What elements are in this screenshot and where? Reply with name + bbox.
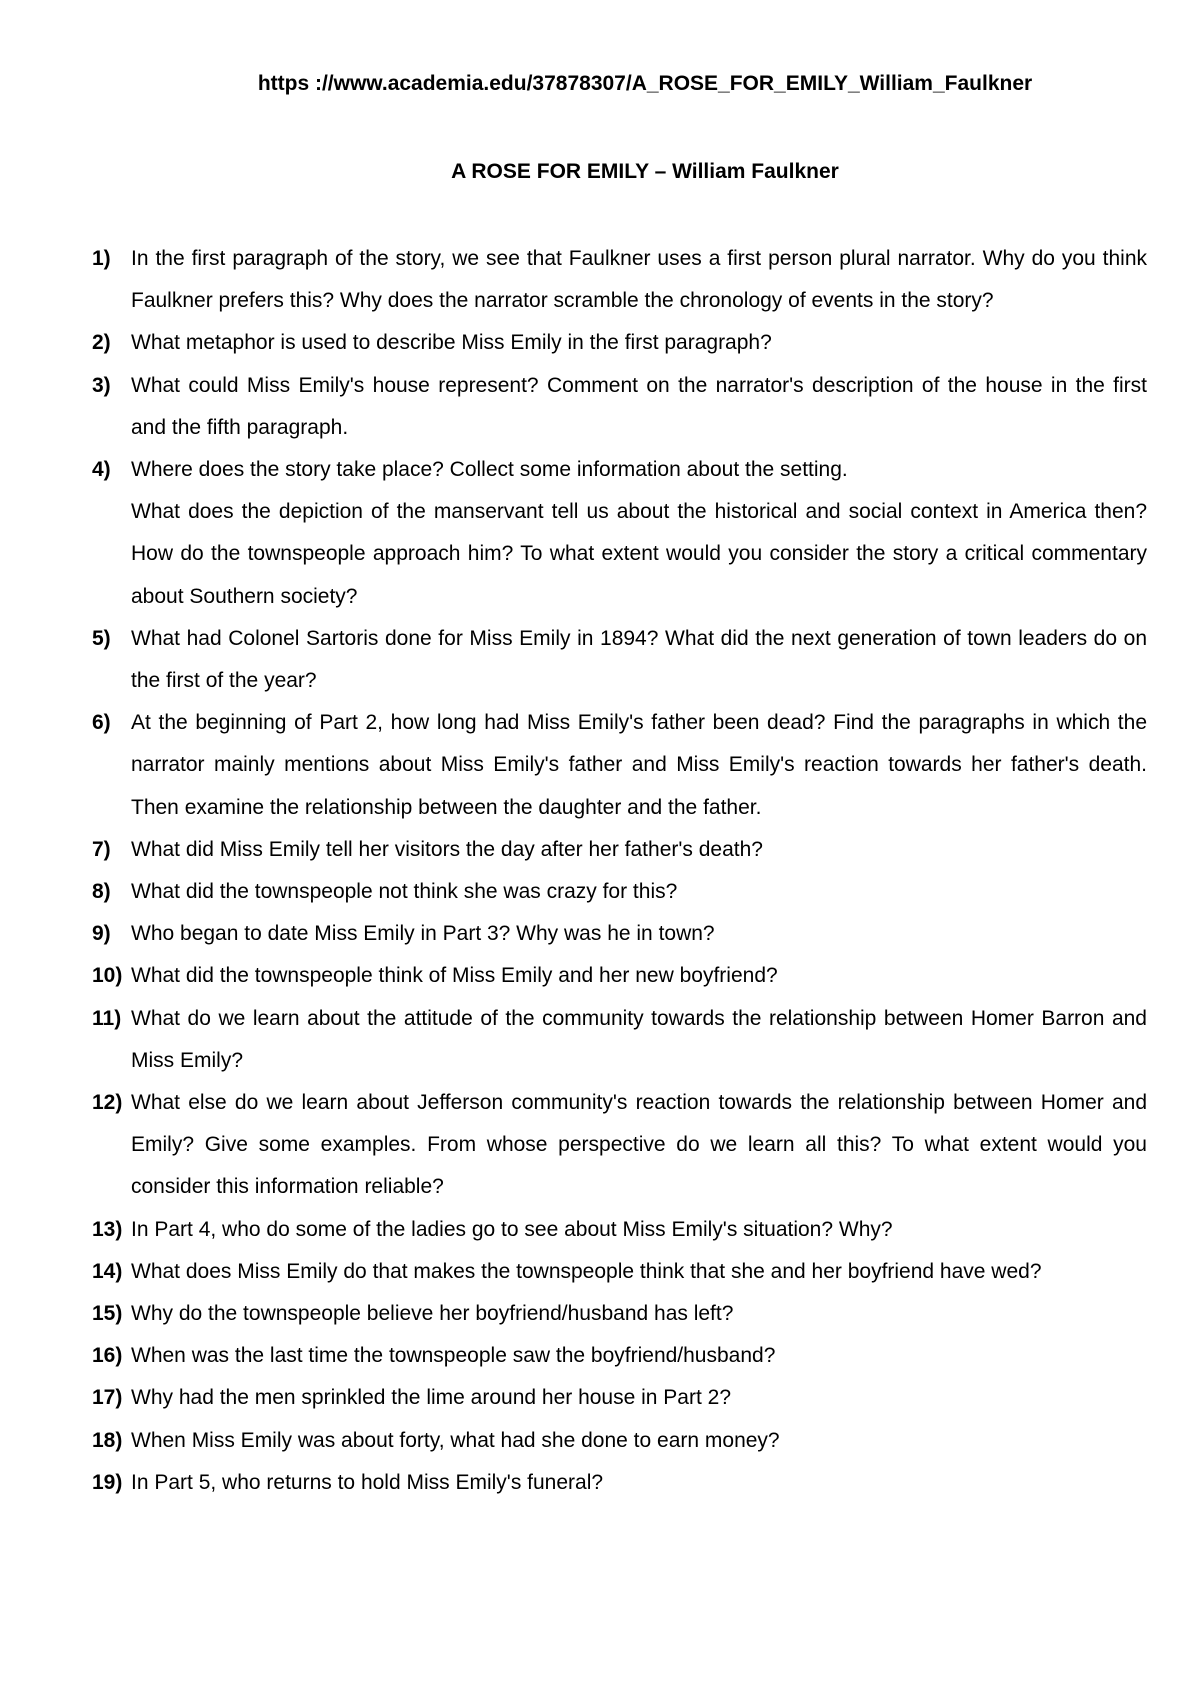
question-number: 6) [92, 711, 111, 735]
document-title: A ROSE FOR EMILY – William Faulkner [451, 160, 839, 183]
question-text: At the beginning of Part 2, how long had Miss Emily's father been dead? Find the paragraphs in which the narrator mainly mentions about Miss Emily's father and Miss Emily's reaction towards her father's death. Then examine the relationship between the daughter and the father. [131, 711, 1147, 819]
question-text: What did Miss Emily tell her visitors the day after her father's death? [131, 837, 763, 861]
question-item-11 [92, 998, 1147, 1082]
question-item-17 [92, 1377, 1147, 1419]
question-text: When was the last time the townspeople saw the boyfriend/husband? [131, 1344, 776, 1368]
question-item-16 [92, 1335, 1147, 1377]
question-text: What metaphor is used to describe Miss Emily in the first paragraph? [131, 331, 772, 355]
question-number: 12) [92, 1091, 123, 1115]
question-number: 17) [92, 1386, 123, 1410]
question-item-3 [92, 365, 1147, 449]
source-url: https ://www.academia.edu/37878307/A_ROSE_FOR_EMILY_William_Faulkner [257, 72, 1033, 95]
question-text: Where does the story take place? Collect some information about the setting. [131, 458, 848, 482]
question-list [92, 238, 1147, 1504]
question-text: What else do we learn about Jefferson community's reaction towards the relationship between Homer and Emily? Give some examples. From whose perspective do we learn all this? To what extent would you consider this information reliable? [131, 1091, 1147, 1199]
question-number: 4) [92, 458, 111, 482]
question-item-10 [92, 955, 1147, 997]
question-number: 7) [92, 837, 111, 861]
question-item-6 [92, 702, 1147, 829]
question-text: What had Colonel Sartoris done for Miss Emily in 1894? What did the next generation of town leaders do on the first of the year? [131, 626, 1147, 693]
question-item-15 [92, 1293, 1147, 1335]
question-number: 14) [92, 1259, 123, 1283]
question-item-4 [92, 449, 1147, 618]
question-text: Who began to date Miss Emily in Part 3? Why was he in town? [131, 922, 715, 946]
question-number: 1) [92, 247, 111, 270]
question-item-9 [92, 913, 1147, 955]
question-item-7 [92, 829, 1147, 871]
question-text: In Part 5, who returns to hold Miss Emily's funeral? [131, 1470, 604, 1494]
question-text: What did the townspeople not think she was crazy for this? [131, 880, 678, 904]
question-number: 5) [92, 626, 111, 650]
question-item-8 [92, 871, 1147, 913]
question-number: 15) [92, 1302, 123, 1326]
question-text: When Miss Emily was about forty, what had she done to earn money? [131, 1428, 780, 1452]
question-text: In Part 4, who do some of the ladies go to see about Miss Emily's situation? Why? [131, 1217, 893, 1241]
question-item-1 [92, 238, 1147, 322]
question-followup-text: What does the depiction of the manservant tell us about the historical and social context in America then? How do the townspeople approach him? To what extent would you consider the story a critical commentary about Southern society? [131, 500, 1147, 608]
question-number: 16) [92, 1344, 123, 1368]
question-item-5 [92, 618, 1147, 702]
question-number: 8) [92, 880, 111, 904]
question-number: 19) [92, 1470, 123, 1494]
question-number: 3) [92, 373, 111, 397]
question-number: 13) [92, 1217, 123, 1241]
question-item-19 [92, 1462, 1147, 1504]
question-number: 18) [92, 1428, 123, 1452]
question-text: What does Miss Emily do that makes the townspeople think that she and her boyfriend have wed? [131, 1259, 1042, 1283]
question-item-18 [92, 1420, 1147, 1462]
question-text: Why had the men sprinkled the lime around her house in Part 2? [131, 1386, 732, 1410]
question-number: 9) [92, 922, 111, 946]
question-number: 2) [92, 331, 111, 355]
question-number: 10) [92, 964, 123, 988]
question-text: What did the townspeople think of Miss Emily and her new boyfriend? [131, 964, 778, 988]
question-text: What do we learn about the attitude of the community towards the relationship between Homer Barron and Miss Emily? [131, 1006, 1147, 1072]
question-item-2 [92, 322, 1147, 364]
question-item-14 [92, 1251, 1147, 1293]
question-number: 11) [92, 1006, 122, 1030]
question-text: What could Miss Emily's house represent? Comment on the narrator's description of the house in the first and the fifth paragraph. [131, 373, 1147, 439]
question-text: Why do the townspeople believe her boyfriend/husband has left? [131, 1302, 734, 1326]
question-item-12 [92, 1082, 1147, 1209]
question-text: In the first paragraph of the story, we see that Faulkner uses a first person plural narrator. Why do you think Faulkner prefers this? Why does the narrator scramble the chronology of events in the story? [131, 247, 1147, 313]
question-item-13 [92, 1209, 1147, 1251]
